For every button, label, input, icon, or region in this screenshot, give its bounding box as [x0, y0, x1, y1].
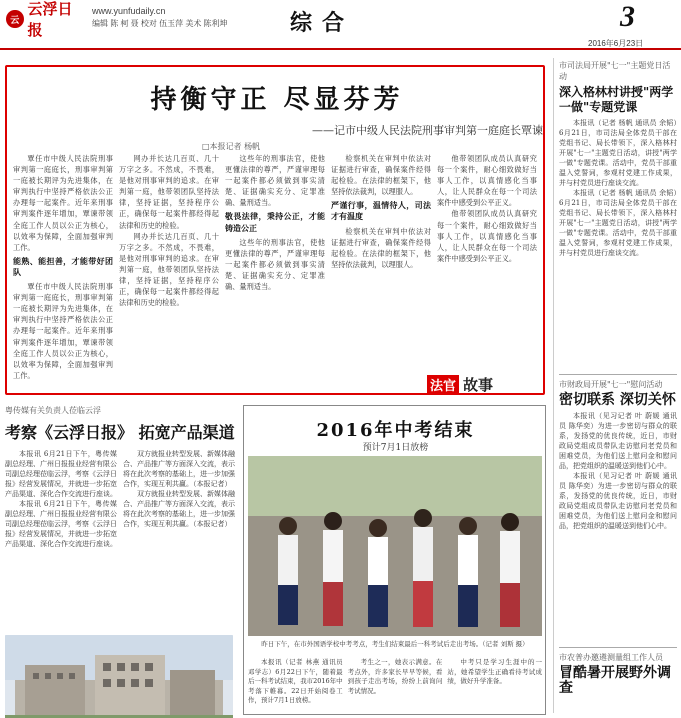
lead-column-text: 覃任市中级人民法院刑事审判第一庭庭长，刑事审判第一庭被长期评为先进集体，在审判执行中坚持严格依法公正办理每一起案件。近年来刑事审判案件逐年增加，覃谏带领全庭工作人员以公正为核心，以效率为保障，全面加强审判工作。 [13, 154, 113, 252]
exam-photo-caption: 昨日下午，在市外国语学校中考考点，考生们结束最后一科考试后走出考场。（记者 刘斯 摄） [261, 640, 529, 648]
exam-column [348, 658, 443, 712]
logo-text: 云浮日报 [27, 0, 73, 39]
lead-column-2 [119, 153, 219, 389]
media-visit-story [5, 405, 237, 715]
exam-column [248, 658, 343, 712]
editor-credits: 编辑 陈 柯 聂 校对 伍玉萍 美术 陈利坤 [92, 19, 228, 28]
story-column [123, 449, 235, 629]
lead-byline: □本报记者 杨帆 [202, 142, 261, 151]
lead-column-text: 检察机关在审判中依法对证据进行审查，确保案件经得起检验。在法律的框架下，他坚持依法裁判，以理服人。 [331, 154, 431, 197]
column-divider [559, 647, 677, 648]
story-kicker: 粤传媒有关负责人莅临云浮 [5, 406, 101, 415]
newspaper-logo [6, 0, 86, 39]
news-kicker: 市司法局开展"七一"主题党日活动 [559, 61, 671, 81]
lead-subhead: 敬畏法律，秉持公正，才能铸造公正 [225, 211, 325, 233]
right-news-column [553, 58, 677, 713]
lead-column-text: 这些年的刑事法官，使他更懂法律的尊严，严谨审理每一起案件都必须做到事实清楚、证据确实充分、定罪准确、量刑适当。 [225, 237, 325, 292]
masthead [0, 0, 681, 50]
lead-column-text: 这些年的刑事法官，使他更懂法律的尊严，严谨审理每一起案件都必须做到事实清楚、证据确实充分、定罪准确、量刑适当。 [225, 154, 325, 208]
story-headline: 考察《云浮日报》 拓宽产品渠道 [5, 423, 235, 442]
badge-judge-label: 法官 [427, 375, 459, 394]
story-text: 本报讯 6月21日下午，粤传媒副总经理、广州日报报业经营有限公司副总经理莅临云浮，考察《云浮日报》经营发展情况，并就进一步拓宽产品渠道、深化合作交流进行座谈。 [5, 500, 117, 548]
lead-subhead: 能熟、能担善，才能带好团队 [13, 255, 113, 277]
lead-column-text: 检察机关在审判中依法对证据进行审查，确保案件经得起检验。在法律的框架下，他坚持依法裁判，以理服人。 [331, 226, 431, 269]
section-title: 综合 [290, 10, 355, 36]
column-divider [559, 374, 677, 375]
news-headline: 深入格林村讲授"两学一做"专题党课 [559, 85, 674, 114]
lead-column-5 [437, 153, 537, 365]
lead-column-1 [13, 153, 113, 389]
lead-headline: 持衡守正 尽显芬芳 [150, 85, 404, 115]
exam-photo [248, 456, 542, 636]
page-number: 3 [620, 0, 635, 33]
website-url: www.yunfudaily.cn [92, 6, 166, 16]
story-columns [5, 449, 237, 629]
lead-subheadline: ——记市中级人民法院刑事审判第一庭庭长覃谏 [312, 124, 543, 137]
logo-mark-icon: 云 [6, 10, 24, 28]
lead-column-text: 网办并长达几百页、几十万字之多。不然成，不畏难，是他对刑事审判的追求。在审判第一庭，他带领团队坚持法律，坚持证据，坚持程序公正，确保每一起案件都经得起法律和历史的检验。 [119, 231, 219, 308]
story-text: 双方就报业转型发展、新媒体融合、产品推广等方面深入交流，表示将在此次考察的基础上，进一步加强合作，实现互利共赢。（本报记者） [123, 450, 235, 488]
lead-story [5, 65, 545, 395]
news-body-text: 本报讯（记者 杨帆 通讯员 余韬）6月21日，市司法局全体党员干部在党组书记、局长带领下，深入格林村开展"七一"主题党日活动，讲授"两学一做"专题党课。活动中，党员干部重温入党誓词，参观村党建工作成果，并与村党员进行座谈交流。 [559, 189, 677, 257]
news-body [559, 411, 677, 641]
news-body-text: 本报讯（见习记者 叶 蔚媛 通讯员 陈华奕）为进一步密切与群众的联系，发扬党的优良传统，近日，市财政局党组成员带队走访慰问老党员和困难党员，为他们送上慰问金和慰问品，把党组织的温暖送到他们心中。 [559, 472, 677, 530]
news-body-text: 本报讯（记者 杨帆 通讯员 余韬）6月21日，市司法局全体党员干部在党组书记、局长带领下，深入格林村开展"七一"主题党日活动，讲授"两学一做"专题党课。活动中，党员干部重温入党誓词，参观村党建工作成果，并与村党员进行座谈交流。 [559, 119, 677, 187]
lead-column-3 [225, 153, 325, 389]
judge-story-badge [427, 373, 537, 395]
exam-text: 考生之一，她表示满意。在考点外，许多家长早早等候，看到孩子走出考场，纷纷上前询问考试情况。 [347, 658, 443, 695]
news-kicker: 市农普办邀遴测量组工作人员 [559, 653, 663, 662]
lead-column-text: 他带领团队成员认真研究每一个案件，耐心细致做好当事人工作，以真情感化当事人，让人民群众在每一个司法案件中感受到公平正义。 [437, 209, 537, 263]
news-body-text: 本报讯（见习记者 叶 蔚媛 通讯员 陈华奕）为进一步密切与群众的联系，发扬党的优良传统，近日，市财政局党组成员带队走访慰问老党员和困难党员，为他们送上慰问金和慰问品，把党组织的温暖送到他们心中。 [559, 412, 677, 470]
lead-column-text: 网办并长达几百页、几十万字之多。不然成，不畏难，是他对刑事审判的追求。在审判第一庭，他带领团队坚持法律，坚持证据，坚持程序公正，确保每一起案件都经得起法律和历史的检验。 [119, 154, 219, 230]
issue-date: 2016年6月23日 [588, 39, 644, 48]
exam-headline: 2016年中考结束 [316, 420, 475, 441]
exam-columns [248, 658, 542, 712]
news-kicker: 市财政局开展"七一"慰问活动 [559, 380, 663, 389]
students-photo-image [248, 456, 542, 636]
exam-text: 本报讯（记者 林燕 通讯员 邓学志）6月22日下午，随着最后一科考试结束，我市2016年中考落下帷幕。22日开始阅卷工作，预计7月1日放榜。 [248, 658, 343, 704]
story-text: 本报讯 6月21日下午，粤传媒副总经理、广州日报报业经营有限公司副总经理莅临云浮，考察《云浮日报》经营发展情况，并就进一步拓宽产品渠道、深化合作交流进行座谈。 [5, 450, 117, 498]
badge-story-label: 故事 [463, 375, 494, 394]
building-photo-image [5, 635, 233, 718]
news-body [559, 118, 677, 368]
news-headline: 密切联系 深切关怀 [559, 392, 676, 408]
news-headline: 冒酷暑开展野外调查 [559, 665, 671, 696]
lead-column-text: 覃任市中级人民法院刑事审判第一庭庭长，刑事审判第一庭被长期评为先进集体，在审判执行中坚持严格依法公正办理每一起案件。近年来刑事审判案件逐年增加，覃谏带领全庭工作人员以公正为核心，以效率为保障，全面加强审判工作。 [13, 282, 113, 380]
exam-subheadline: 预计7月1日放榜 [362, 443, 429, 453]
building-photo [5, 635, 233, 718]
exam-text: 中考只是学习生涯中的一站，她希望学生正确看待考试成绩，做好升学准备。 [447, 658, 543, 685]
lead-column-text: 他带领团队成员认真研究每一个案件，耐心细致做好当事人工作，以真情感化当事人，让人民群众在每一个司法案件中感受到公平正义。 [437, 154, 537, 208]
lead-subhead: 严谨行事，温情待人，司法才有温度 [331, 200, 431, 222]
exam-column [447, 658, 542, 712]
story-text: 双方就报业转型发展、新媒体融合、产品推广等方面深入交流，表示将在此次考察的基础上，进一步加强合作，实现互利共赢。（本报记者） [123, 490, 235, 528]
exam-story [243, 405, 546, 715]
story-column [5, 449, 117, 629]
lead-column-4 [331, 153, 431, 389]
